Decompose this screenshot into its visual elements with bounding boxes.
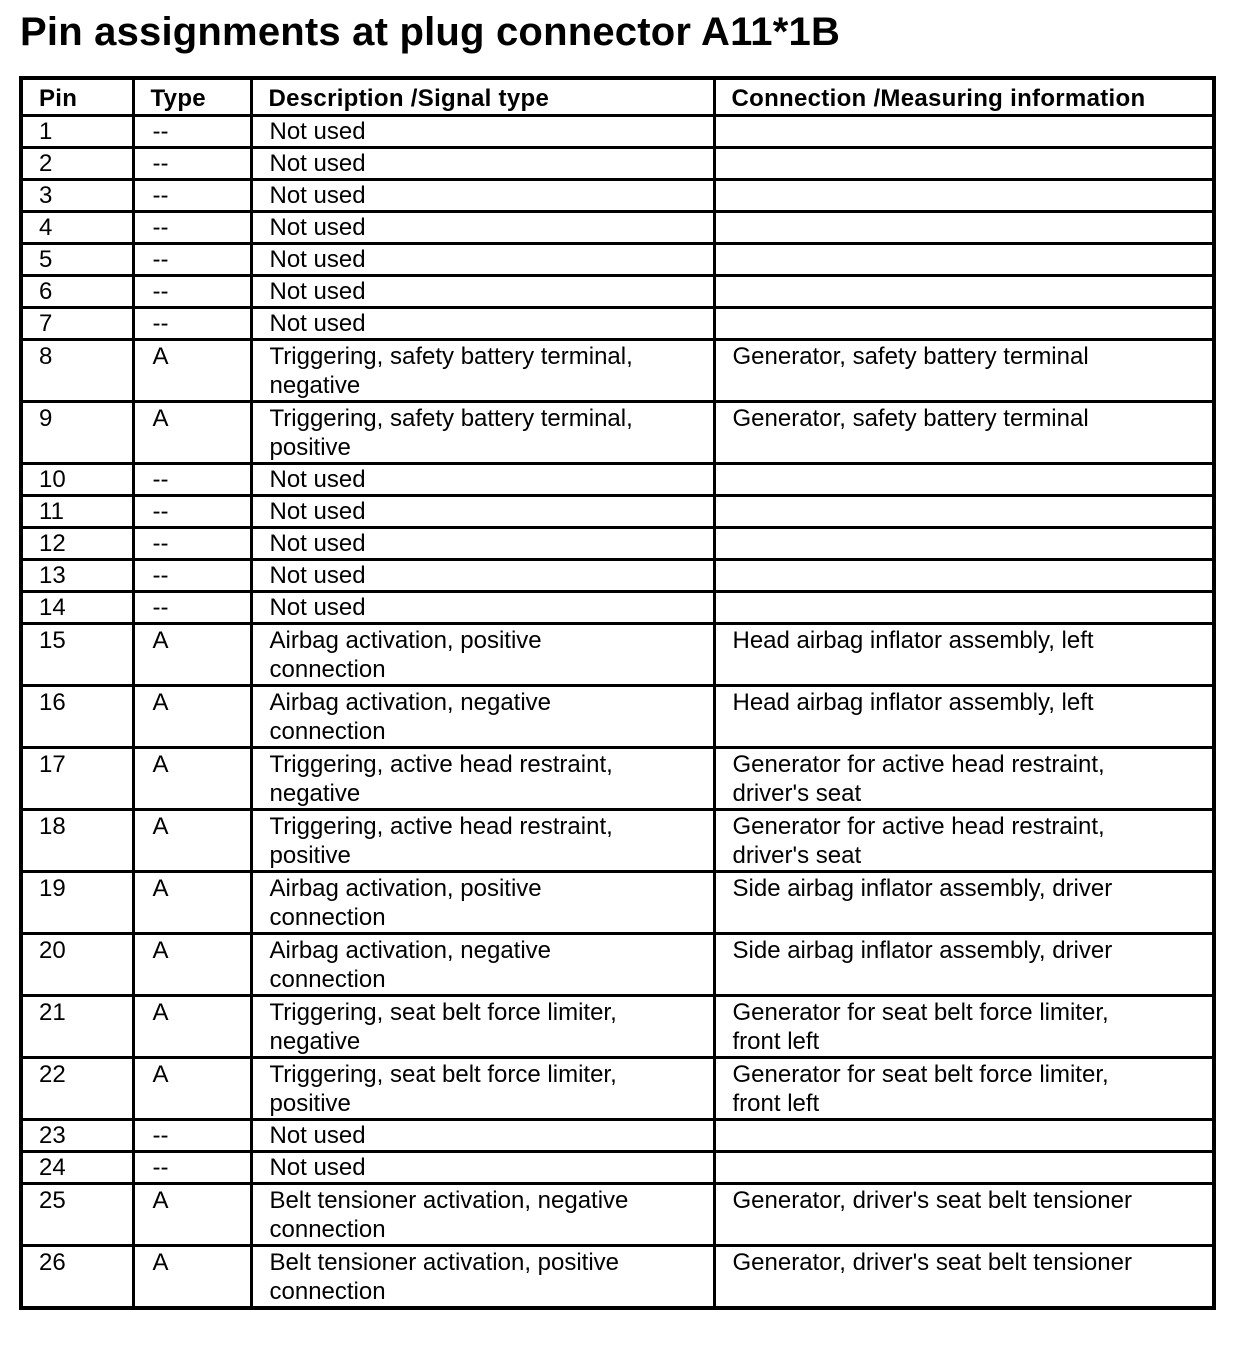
pin-type: -- [133, 276, 251, 308]
pin-type: A [133, 996, 251, 1058]
pin-number: 7 [21, 308, 133, 340]
pin-number: 23 [21, 1120, 133, 1152]
pin-description: Not used [251, 244, 714, 276]
table-row [21, 148, 1214, 180]
table-row [21, 464, 1214, 496]
pin-type: -- [133, 560, 251, 592]
pin-connection [714, 560, 1214, 592]
pin-type: -- [133, 148, 251, 180]
table-row [21, 810, 1214, 872]
pin-type: -- [133, 244, 251, 276]
table-row [21, 308, 1214, 340]
pin-connection [714, 244, 1214, 276]
pin-number: 20 [21, 934, 133, 996]
table-row [21, 872, 1214, 934]
pin-assignment-table [19, 76, 1216, 1310]
table-row [21, 592, 1214, 624]
pin-description: Not used [251, 1120, 714, 1152]
pin-type: -- [133, 496, 251, 528]
pin-description: Not used [251, 1152, 714, 1184]
pin-number: 3 [21, 180, 133, 212]
pin-connection: Generator, safety battery terminal [714, 402, 1214, 464]
pin-connection [714, 212, 1214, 244]
table-row [21, 1152, 1214, 1184]
pin-type: -- [133, 116, 251, 148]
table-row [21, 1246, 1214, 1309]
pin-type: A [133, 872, 251, 934]
pin-description: Triggering, seat belt force limiter, negative [251, 996, 714, 1058]
pin-type: -- [133, 308, 251, 340]
pin-connection: Generator, driver's seat belt tensioner [714, 1246, 1214, 1309]
pin-description: Not used [251, 496, 714, 528]
pin-number: 13 [21, 560, 133, 592]
pin-connection: Side airbag inflator assembly, driver [714, 872, 1214, 934]
pin-connection [714, 308, 1214, 340]
pin-type: -- [133, 212, 251, 244]
pin-number: 22 [21, 1058, 133, 1120]
table-row [21, 560, 1214, 592]
pin-number: 6 [21, 276, 133, 308]
pin-description: Not used [251, 180, 714, 212]
pin-type: A [133, 810, 251, 872]
pin-number: 24 [21, 1152, 133, 1184]
column-header-description: Description /Signal type [251, 78, 714, 116]
pin-type: A [133, 624, 251, 686]
pin-description: Not used [251, 212, 714, 244]
pin-number: 1 [21, 116, 133, 148]
pin-connection: Generator, driver's seat belt tensioner [714, 1184, 1214, 1246]
pin-type: -- [133, 592, 251, 624]
table-row [21, 496, 1214, 528]
table-header-row [21, 78, 1214, 116]
pin-number: 12 [21, 528, 133, 560]
pin-connection [714, 180, 1214, 212]
column-header-pin: Pin [21, 78, 133, 116]
table-row [21, 1184, 1214, 1246]
pin-type: -- [133, 528, 251, 560]
pin-description: Airbag activation, negative connection [251, 686, 714, 748]
pin-connection [714, 116, 1214, 148]
pin-connection: Head airbag inflator assembly, left [714, 686, 1214, 748]
pin-number: 18 [21, 810, 133, 872]
pin-connection [714, 1120, 1214, 1152]
pin-description: Not used [251, 148, 714, 180]
pin-type: -- [133, 464, 251, 496]
column-header-type: Type [133, 78, 251, 116]
pin-description: Not used [251, 560, 714, 592]
pin-type: A [133, 402, 251, 464]
table-row [21, 276, 1214, 308]
table-row [21, 1058, 1214, 1120]
pin-description: Belt tensioner activation, negative connection [251, 1184, 714, 1246]
pin-number: 25 [21, 1184, 133, 1246]
pin-connection: Generator for seat belt force limiter, front left [714, 996, 1214, 1058]
pin-number: 21 [21, 996, 133, 1058]
pin-description: Not used [251, 308, 714, 340]
pin-description: Triggering, active head restraint, negative [251, 748, 714, 810]
pin-type: A [133, 686, 251, 748]
pin-type: A [133, 340, 251, 402]
table-row [21, 402, 1214, 464]
pin-type: A [133, 748, 251, 810]
pin-type: -- [133, 1120, 251, 1152]
pin-connection: Generator for seat belt force limiter, front left [714, 1058, 1214, 1120]
pin-description: Triggering, active head restraint, positive [251, 810, 714, 872]
table-row [21, 624, 1214, 686]
pin-connection: Head airbag inflator assembly, left [714, 624, 1214, 686]
pin-description: Not used [251, 464, 714, 496]
column-header-connection: Connection /Measuring information [714, 78, 1214, 116]
pin-connection [714, 496, 1214, 528]
pin-connection [714, 528, 1214, 560]
pin-description: Not used [251, 276, 714, 308]
pin-description: Not used [251, 592, 714, 624]
pin-type: -- [133, 180, 251, 212]
pin-number: 2 [21, 148, 133, 180]
table-row [21, 212, 1214, 244]
pin-number: 26 [21, 1246, 133, 1309]
pin-number: 4 [21, 212, 133, 244]
pin-type: A [133, 1246, 251, 1309]
table-row [21, 748, 1214, 810]
pin-connection: Generator for active head restraint, driver's seat [714, 748, 1214, 810]
table-row [21, 686, 1214, 748]
pin-connection [714, 1152, 1214, 1184]
pin-type: -- [133, 1152, 251, 1184]
table-row [21, 116, 1214, 148]
pin-number: 14 [21, 592, 133, 624]
pin-connection: Side airbag inflator assembly, driver [714, 934, 1214, 996]
table-row [21, 996, 1214, 1058]
table-row [21, 340, 1214, 402]
pin-description: Triggering, seat belt force limiter, positive [251, 1058, 714, 1120]
pin-number: 8 [21, 340, 133, 402]
table-row [21, 180, 1214, 212]
pin-number: 10 [21, 464, 133, 496]
pin-type: A [133, 934, 251, 996]
pin-connection [714, 464, 1214, 496]
pin-description: Not used [251, 528, 714, 560]
pin-number: 11 [21, 496, 133, 528]
table-row [21, 934, 1214, 996]
pin-type: A [133, 1058, 251, 1120]
pin-connection: Generator, safety battery terminal [714, 340, 1214, 402]
pin-number: 15 [21, 624, 133, 686]
pin-description: Airbag activation, negative connection [251, 934, 714, 996]
pin-description: Airbag activation, positive connection [251, 624, 714, 686]
pin-description: Triggering, safety battery terminal, negative [251, 340, 714, 402]
pin-description: Not used [251, 116, 714, 148]
pin-connection: Generator for active head restraint, driver's seat [714, 810, 1214, 872]
table-row [21, 528, 1214, 560]
pin-type: A [133, 1184, 251, 1246]
pin-number: 17 [21, 748, 133, 810]
table-row [21, 1120, 1214, 1152]
table-body [21, 116, 1214, 1309]
pin-number: 16 [21, 686, 133, 748]
pin-connection [714, 276, 1214, 308]
page-title: Pin assignments at plug connector A11*1B [20, 10, 841, 54]
pin-description: Belt tensioner activation, positive connection [251, 1246, 714, 1309]
pin-number: 9 [21, 402, 133, 464]
pin-connection [714, 148, 1214, 180]
pin-number: 19 [21, 872, 133, 934]
table-row [21, 244, 1214, 276]
pin-description: Airbag activation, positive connection [251, 872, 714, 934]
pin-description: Triggering, safety battery terminal, positive [251, 402, 714, 464]
pin-connection [714, 592, 1214, 624]
pin-number: 5 [21, 244, 133, 276]
